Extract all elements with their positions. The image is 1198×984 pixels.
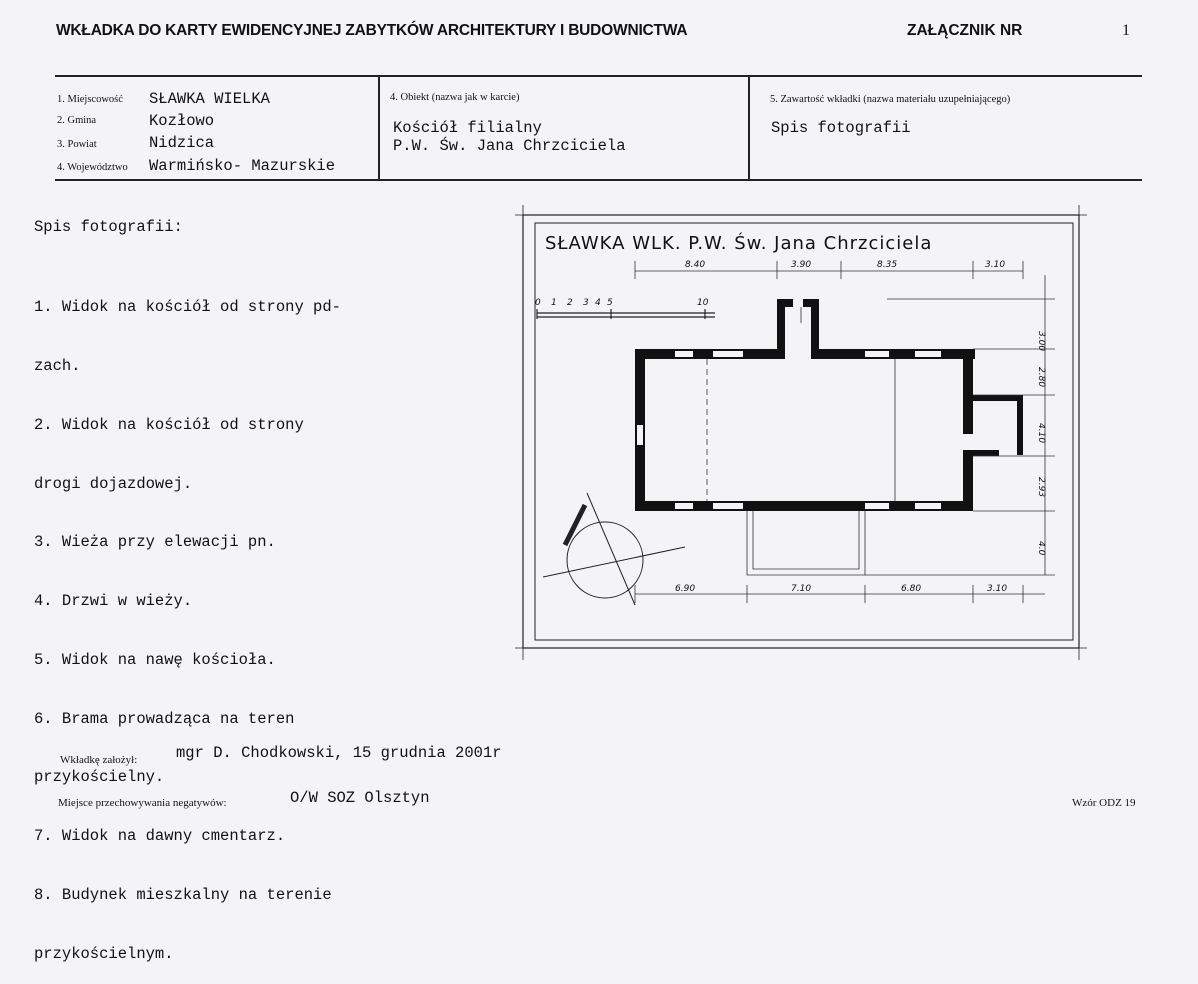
object-line-1: Kościół filialny	[393, 119, 542, 137]
dimension-label: 6.80	[901, 584, 922, 594]
storage-label: Miejsce przechowywania negatywów:	[58, 797, 227, 809]
province-value: Warmińsko- Mazurskie	[149, 157, 336, 175]
table-top-rule	[55, 75, 1142, 77]
county-value: Nidzica	[149, 134, 215, 152]
scale-label: 1	[551, 298, 557, 308]
photo-list-line: 5. Widok na nawę kościoła.	[34, 650, 276, 669]
plan-title: SŁAWKA WLK. P.W. Św. Jana Chrzciciela	[545, 233, 933, 254]
template-code: Wzór ODZ 19	[1072, 797, 1136, 809]
photo-list-line: 8. Budynek mieszkalny na terenie	[34, 886, 332, 904]
dimension-label: 3.90	[791, 260, 812, 270]
dimension-label: 2.80	[1036, 367, 1046, 388]
scale-label: 3	[583, 298, 589, 308]
scale-label: 2	[567, 298, 573, 308]
contents-value: Spis fotografii	[771, 119, 911, 137]
form-title: WKŁADKA DO KARTY EWIDENCYJNEJ ZABYTKÓW ARCHITEKTURY I BUDOWNICTWA	[56, 22, 688, 39]
page-number: 1	[1122, 22, 1130, 39]
dimension-label: 3.10	[987, 584, 1008, 594]
plan-frame-inner	[535, 223, 1073, 640]
commune-label: 2. Gmina	[57, 115, 97, 126]
attachment-label: ZAŁĄCZNIK NR	[907, 22, 1023, 39]
photo-list-line: przykościelnym.	[34, 944, 174, 963]
scale-label: 10	[697, 298, 709, 308]
photo-list-line: 4. Drzwi w wieży.	[34, 592, 193, 611]
object-line-2: P.W. Św. Jana Chrzciciela	[393, 137, 626, 155]
church-floor-plan	[515, 205, 1087, 660]
town-label: 1. Miejscowość	[57, 94, 123, 105]
dimension-label: 8.35	[877, 260, 898, 270]
photo-list-heading: Spis fotografii:	[34, 218, 183, 236]
photo-list-line: zach.	[34, 356, 81, 375]
scale-label: 0	[535, 298, 541, 308]
province-label: 4. Województwo	[57, 162, 128, 173]
church-walls	[635, 299, 1023, 511]
dimension-label: 6.90	[675, 584, 696, 594]
author-label: Wkładkę założył:	[60, 754, 138, 766]
photo-list-line: przykościelny.	[34, 768, 165, 787]
photo-list-line: 6. Brama prowadząca na teren	[34, 709, 295, 728]
table-divider-2	[748, 77, 750, 179]
scale-label: 4	[595, 298, 601, 308]
photo-list-line: drogi dojazdowej.	[34, 474, 193, 493]
dimension-label: 4.0	[1036, 541, 1046, 556]
photo-list-line: 3. Wieża przy elewacji pn.	[34, 533, 276, 552]
photo-list	[34, 259, 341, 984]
dimension-label: 2.93	[1036, 477, 1046, 498]
table-divider-1	[378, 77, 380, 179]
contents-label: 5. Zawartość wkładki (nazwa materiału uzupełniającego)	[770, 94, 1011, 105]
dimension-label: 8.40	[685, 260, 706, 270]
dimension-label: 7.10	[791, 584, 812, 594]
scale-bar	[537, 309, 715, 319]
county-label: 3. Powiat	[57, 139, 97, 150]
dimension-label: 3.00	[1036, 331, 1046, 352]
photo-list-line: 7. Widok na dawny cmentarz.	[34, 827, 286, 846]
table-bottom-rule	[55, 179, 1142, 181]
object-label: 4. Obiekt (nazwa jak w karcie)	[390, 92, 520, 103]
town-value: SŁAWKA WIELKA	[149, 90, 270, 108]
storage-value: O/W SOZ Olsztyn	[290, 789, 430, 807]
author-value: mgr D. Chodkowski, 15 grudnia 2001r	[176, 744, 502, 762]
photo-list-line: 1. Widok na kościół od strony pd-	[34, 298, 341, 317]
dimension-label: 3.10	[985, 260, 1006, 270]
dimension-label: 4.10	[1036, 423, 1046, 444]
photo-list-line: 2. Widok na kościół od strony	[34, 415, 304, 434]
scale-label: 5	[607, 298, 613, 308]
commune-value: Kozłowo	[149, 112, 215, 130]
